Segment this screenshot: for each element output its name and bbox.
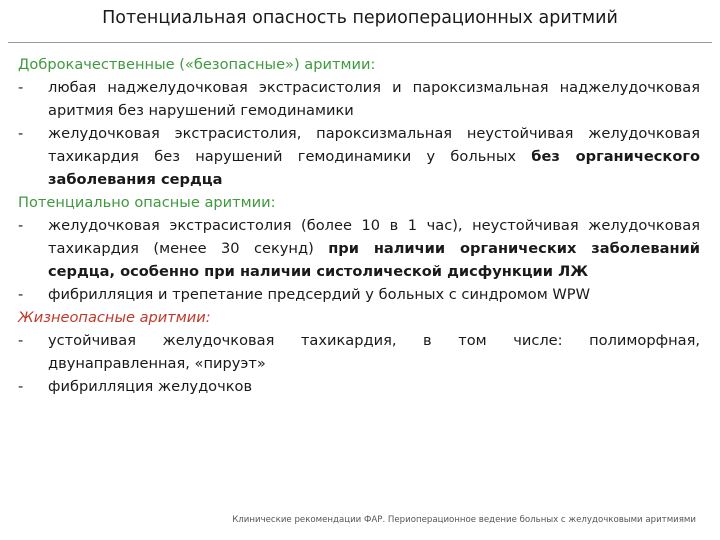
list-item [18, 76, 700, 122]
list-item [18, 122, 700, 191]
list-item [18, 329, 700, 375]
item-text: фибрилляция желудочков [48, 378, 253, 395]
item-text: желудочковая экстрасистолия (более 10 в 1 час), неустойчивая желудочковая тахикардия (менее 30 секунд) [48, 217, 700, 257]
list-item [18, 375, 700, 398]
section-heading-potentially-dangerous: Потенциально опасные аритмии: [18, 194, 276, 211]
slide-title: Потенциальная опасность периоперационных аритмий [102, 8, 618, 28]
list-item [18, 214, 700, 283]
section-heading-life-threatening: Жизнеопасные аритмии: [18, 309, 211, 326]
section-heading-benign: Доброкачественные («безопасные») аритмии: [18, 56, 376, 73]
bullet-dash: - [18, 125, 24, 142]
list-item [18, 283, 700, 306]
item-text: любая наджелудочковая экстрасистолия и пароксизмальная наджелудочковая аритмия без нарушений гемодинамики [48, 79, 700, 119]
item-text: фибрилляция и трепетание предсердий у больных с синдромом WPW [48, 286, 591, 303]
item-text: устойчивая желудочковая тахикардия, в том числе: полиморфная, двунаправленная, «пируэт» [48, 332, 700, 372]
item-bold-text: при наличии органических заболеваний сердца, особенно при наличии систолической дисфункции ЛЖ [48, 240, 700, 280]
title-divider [8, 42, 712, 43]
slide-content [18, 53, 700, 398]
bullet-dash: - [18, 332, 24, 349]
bullet-dash: - [18, 217, 24, 234]
bullet-dash: - [18, 378, 24, 395]
item-bold-text: без органического заболевания сердца [48, 148, 701, 188]
item-text: желудочковая экстрасистолия, пароксизмальная неустойчивая желудочковая тахикардия без нарушений гемодинамики у больных [48, 125, 700, 165]
footer-citation: Клинические рекомендации ФАР. Периоперационное ведение больных с желудочковыми аритмиями [232, 515, 696, 525]
bullet-dash: - [18, 79, 24, 96]
bullet-dash: - [18, 286, 24, 303]
